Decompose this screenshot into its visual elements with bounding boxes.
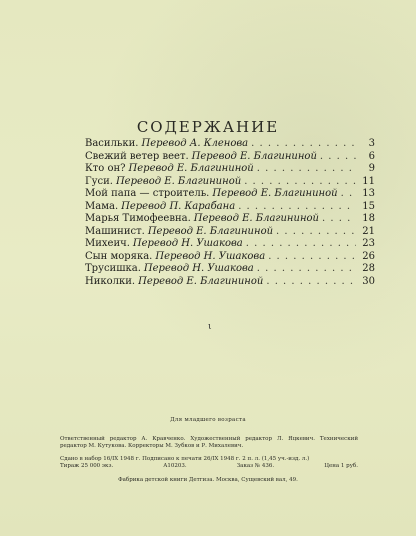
order-number: Заказ № 436. <box>236 463 275 469</box>
toc-entry-title: Михеич. <box>85 238 130 249</box>
toc-entry <box>85 263 375 276</box>
censor-number: А10203. <box>163 463 187 469</box>
toc-entry-translator: Перевод Е. Благининой <box>138 275 264 287</box>
toc-entry <box>85 251 375 264</box>
toc-leader-dots <box>268 251 356 264</box>
toc-entry <box>85 276 375 289</box>
contents-heading: СОДЕРЖАНИЕ <box>136 118 280 136</box>
toc-entry-title: Николки. <box>85 275 136 287</box>
editorial-credits: Ответственный редактор А. Кравченко. Художественный редактор Л. Яцкевич. Технический редактор М. Кутукова. Корректоры М. Зубков и Р. Михалевич. <box>60 436 358 449</box>
toc-entry-page: 26 <box>362 250 375 262</box>
toc-leader-dots <box>251 138 356 151</box>
toc-entry <box>85 151 375 164</box>
toc-entry <box>85 176 375 189</box>
audience-note: Для младшего возраста <box>170 417 246 423</box>
toc-entry-title: Свежий ветер веет. <box>85 150 189 162</box>
toc-leader-dots <box>244 176 356 189</box>
printing-details <box>60 456 358 470</box>
toc-entry-title: Васильки. <box>85 138 139 149</box>
toc-entry <box>85 226 375 239</box>
toc-entry-title: Мама. <box>85 200 119 212</box>
ornament-mark: ι <box>208 322 212 332</box>
table-of-contents <box>85 138 375 288</box>
toc-entry-translator: Перевод Е. Благининой <box>193 213 320 224</box>
toc-entry-page: 21 <box>362 225 375 237</box>
toc-entry-translator: Перевод П. Карабана <box>121 200 236 212</box>
toc-leader-dots <box>246 238 356 251</box>
toc-leader-dots <box>341 188 356 201</box>
toc-entry-translator: Перевод Н. Ушакова <box>132 238 243 249</box>
typesetting-dates: Сдано в набор 16/IX 1948 г. Подписано к печати 26/IX 1948 г. 2 п. л. (1,45 уч.-изд. л.) <box>60 456 310 462</box>
toc-entry-page: 30 <box>362 275 375 287</box>
toc-entry-page: 3 <box>368 138 375 149</box>
toc-entry <box>85 238 375 251</box>
toc-entry-page: 23 <box>362 238 375 249</box>
toc-leader-dots <box>238 201 356 214</box>
toc-entry-translator: Перевод Е. Благининой <box>128 163 254 174</box>
toc-entry <box>85 163 375 176</box>
toc-leader-dots <box>276 226 356 239</box>
toc-entry-title: Машинист. <box>85 225 145 237</box>
toc-entry-page: 6 <box>368 150 375 162</box>
price: Цена 1 руб. <box>324 463 358 469</box>
toc-entry-page: 28 <box>362 263 375 274</box>
toc-entry-translator: Перевод Е. Благининой <box>147 225 274 237</box>
toc-entry-translator: Перевод Е. Благининой <box>115 175 242 187</box>
toc-entry <box>85 201 375 214</box>
printer-address: Фабрика детской книги Детгиза. Москва, Сущевский вал, 49. <box>118 477 298 483</box>
toc-entry-translator: Перевод Е. Благининой <box>191 150 317 162</box>
toc-entry-page: 11 <box>362 175 375 187</box>
toc-entry-translator: Перевод А. Кленова <box>141 138 249 149</box>
toc-entry <box>85 188 375 201</box>
toc-entry-title: Сын моряка. <box>85 250 153 262</box>
toc-leader-dots <box>266 276 356 289</box>
toc-leader-dots <box>257 263 356 276</box>
toc-entry-page: 13 <box>362 188 375 199</box>
toc-entry-title: Трусишка. <box>85 263 141 274</box>
toc-entry-translator: Перевод Е. Благининой <box>212 188 338 199</box>
toc-entry-page: 18 <box>362 213 375 224</box>
toc-entry-translator: Перевод Н. Ушакова <box>143 263 254 274</box>
toc-entry-page: 9 <box>368 163 375 174</box>
toc-entry-translator: Перевод Н. Ушакова <box>155 250 266 262</box>
toc-entry <box>85 213 375 226</box>
toc-entry-title: Гуси. <box>85 175 113 187</box>
toc-leader-dots <box>322 213 356 226</box>
toc-entry-title: Марья Тимофеевна. <box>85 213 191 224</box>
bleed-through-text <box>389 40 392 52</box>
toc-entry-title: Кто он? <box>85 163 126 174</box>
toc-entry-page: 15 <box>362 200 375 212</box>
toc-entry-title: Мой папа — строитель. <box>85 188 210 199</box>
toc-leader-dots <box>320 151 356 164</box>
print-run: Тираж 25 000 экз. <box>60 463 114 469</box>
toc-leader-dots <box>257 163 356 176</box>
toc-entry <box>85 138 375 151</box>
